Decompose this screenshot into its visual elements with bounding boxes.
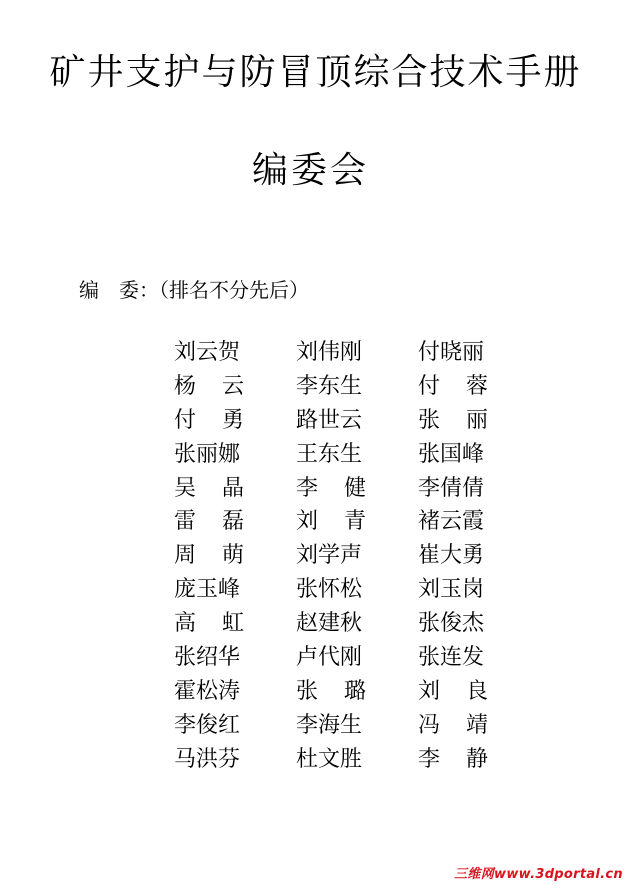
editor-name: 刘 青 <box>296 509 366 535</box>
editor-name: 李 健 <box>296 475 366 501</box>
editor-name: 李东生 <box>296 373 363 399</box>
editor-name: 赵建秋 <box>296 611 363 637</box>
editor-name: 杨 云 <box>174 373 244 399</box>
editor-name: 路世云 <box>296 407 363 433</box>
editor-name: 高 虹 <box>174 611 244 637</box>
editor-name: 刘 良 <box>418 678 488 704</box>
editor-name: 张俊杰 <box>418 611 485 637</box>
editor-names-list <box>174 336 540 777</box>
editor-name: 崔大勇 <box>418 543 485 569</box>
editor-name: 冯 靖 <box>418 712 488 738</box>
site-watermark: 三维网www.3dportal.cn <box>454 867 623 882</box>
editor-name: 张怀松 <box>296 577 363 603</box>
editor-name: 张绍华 <box>174 645 241 671</box>
document-title: 矿井支护与防冒顶综合技术手册 <box>49 52 582 93</box>
editor-name: 马洪芬 <box>174 746 241 772</box>
editor-name: 周 萌 <box>174 543 244 569</box>
editor-name: 张连发 <box>418 645 485 671</box>
editor-name: 雷 磊 <box>174 509 244 535</box>
editor-name: 李俊红 <box>174 712 241 738</box>
editor-name: 庞玉峰 <box>174 577 241 603</box>
editor-name: 刘云贺 <box>174 340 241 365</box>
editor-name: 张 丽 <box>418 407 488 433</box>
document-subtitle: 编委会 <box>251 150 369 191</box>
editor-name: 张国峰 <box>418 441 485 467</box>
editor-name: 李倩倩 <box>418 475 485 501</box>
editor-name: 付晓丽 <box>418 340 485 365</box>
editors-label: 编 委：（排名不分先后） <box>79 278 309 302</box>
editor-name: 李海生 <box>296 712 363 738</box>
editor-name: 付 蓉 <box>418 373 488 399</box>
editor-name: 刘学声 <box>296 543 363 569</box>
editor-name: 王东生 <box>296 441 363 467</box>
editor-name: 杜文胜 <box>296 746 363 772</box>
editor-name: 李 静 <box>418 746 488 772</box>
editor-name: 卢代刚 <box>296 645 363 671</box>
editor-name: 吴 晶 <box>174 475 244 501</box>
editor-name: 刘玉岗 <box>418 577 485 603</box>
editor-name: 付 勇 <box>174 407 244 433</box>
editor-name: 张 璐 <box>296 678 366 704</box>
editor-name: 褚云霞 <box>418 509 485 535</box>
editor-name: 刘伟刚 <box>296 340 363 365</box>
editor-name: 张丽娜 <box>174 441 241 467</box>
editor-name: 霍松涛 <box>174 678 241 704</box>
